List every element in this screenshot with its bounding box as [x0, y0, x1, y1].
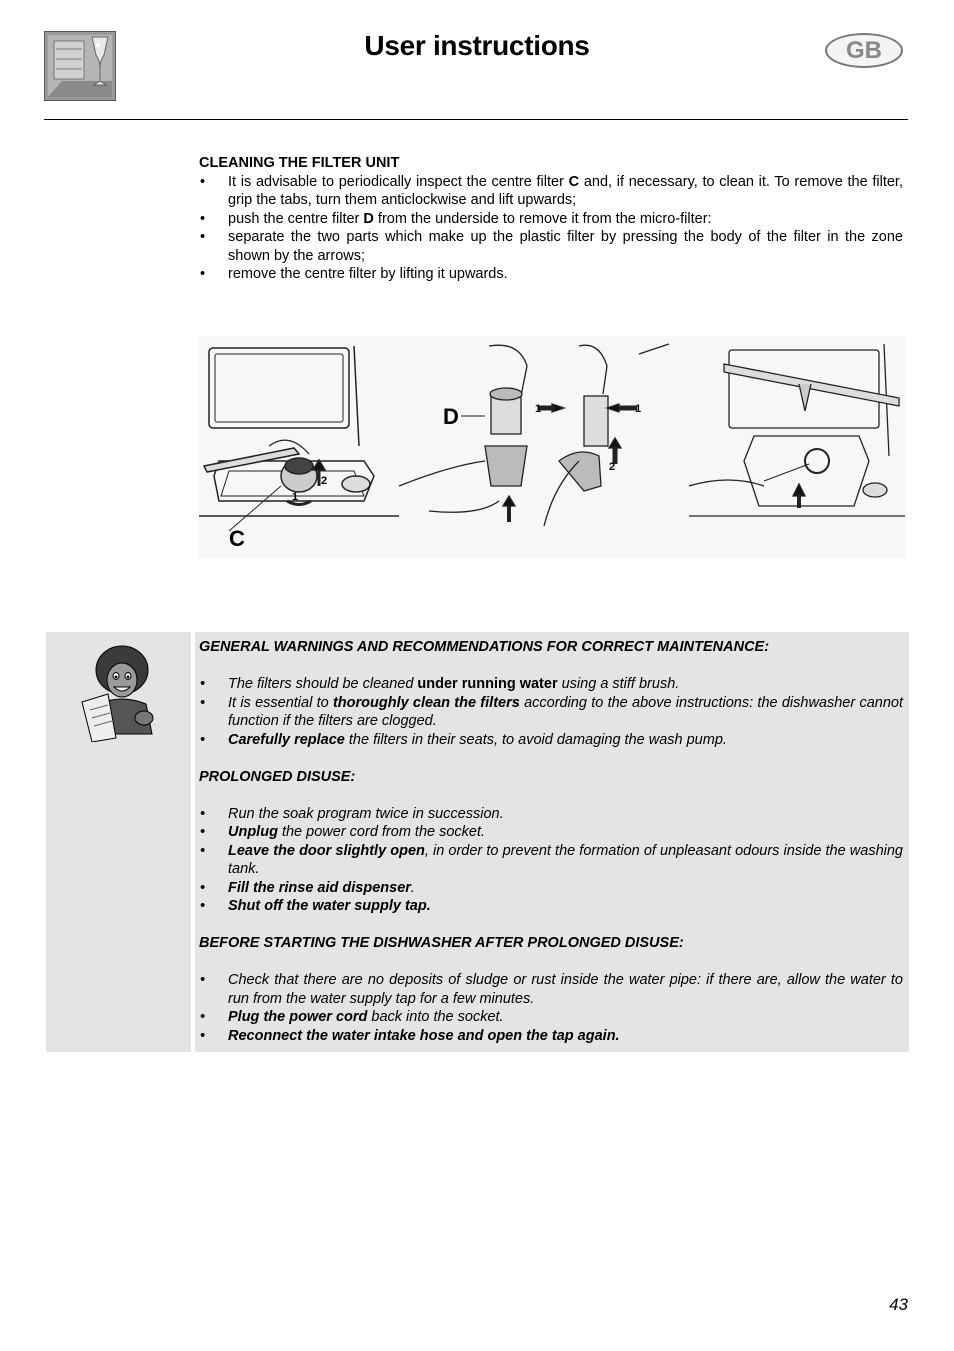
cartoon-woman-icon — [78, 642, 158, 742]
arrow-label: 2 — [609, 461, 616, 473]
warnings-heading: GENERAL WARNINGS AND RECOMMENDATIONS FOR CORRECT MAINTENANCE: — [199, 639, 770, 655]
cleaning-list — [199, 173, 903, 284]
list-item: • push the centre filter D from the underside to remove it from the micro-filter: — [199, 210, 903, 229]
filter-c-label: C — [229, 526, 245, 551]
list-item: • Carefully replace the filters in their seats, to avoid damaging the wash pump. — [199, 731, 903, 750]
list-item: • It is essential to thoroughly clean the filters according to the above instructions: the dishwasher cannot function if the filters are clogged. — [199, 694, 903, 731]
arrow-label: 1 — [292, 491, 299, 503]
list-item: • It is advisable to periodically inspect the centre filter C and, if necessary, to clean it. To remove the filter, grip the tabs, turn them anticlockwise and lift upwards; — [199, 173, 903, 210]
arrow-label: 1 — [535, 403, 542, 415]
list-item: • separate the two parts which make up the plastic filter by pressing the body of the filter in the zone shown by the arrows; — [199, 228, 903, 265]
warnings-list — [199, 675, 903, 749]
filter-d-label: D — [443, 404, 459, 429]
list-item: • Unplug the power cord from the socket. — [199, 823, 903, 842]
arrow-label: 2 — [321, 475, 328, 487]
list-item: • Leave the door slightly open, in order to prevent the formation of unpleasant odours inside the washing tank. — [199, 842, 903, 879]
list-item: • Plug the power cord back into the socket. — [199, 1008, 903, 1027]
disuse-heading: PROLONGED DISUSE: — [199, 768, 356, 785]
panel-divider — [191, 632, 195, 1052]
disuse-list — [199, 805, 903, 916]
list-item: • Check that there are no deposits of sludge or rust inside the water pipe: if there are, allow the water to run from the water supply tap for a few minutes. — [199, 971, 903, 1008]
cleaning-section — [199, 154, 903, 284]
arrow-label: 1 — [635, 403, 642, 415]
restart-list — [199, 971, 903, 1045]
page-title: User instructions — [364, 30, 590, 61]
list-item: • Run the soak program twice in succession. — [199, 805, 903, 824]
cleaning-heading: CLEANING THE FILTER UNIT — [199, 155, 400, 171]
list-item: • Shut off the water supply tap. — [199, 897, 903, 916]
list-item: • Reconnect the water intake hose and open the tap again. — [199, 1027, 903, 1046]
page-number: 43 — [889, 1295, 908, 1314]
list-item: • The filters should be cleaned under running water using a stiff brush. — [199, 675, 903, 694]
language-badge: GB — [825, 33, 903, 68]
list-item: • remove the centre filter by lifting it upwards. — [199, 265, 903, 284]
header-divider — [44, 119, 908, 120]
list-item: • Fill the rinse aid dispenser. — [199, 879, 903, 898]
maintenance-text — [199, 638, 903, 1045]
restart-heading: BEFORE STARTING THE DISHWASHER AFTER PROLONGED DISUSE: — [199, 935, 684, 951]
filter-removal-illustration — [199, 336, 905, 558]
